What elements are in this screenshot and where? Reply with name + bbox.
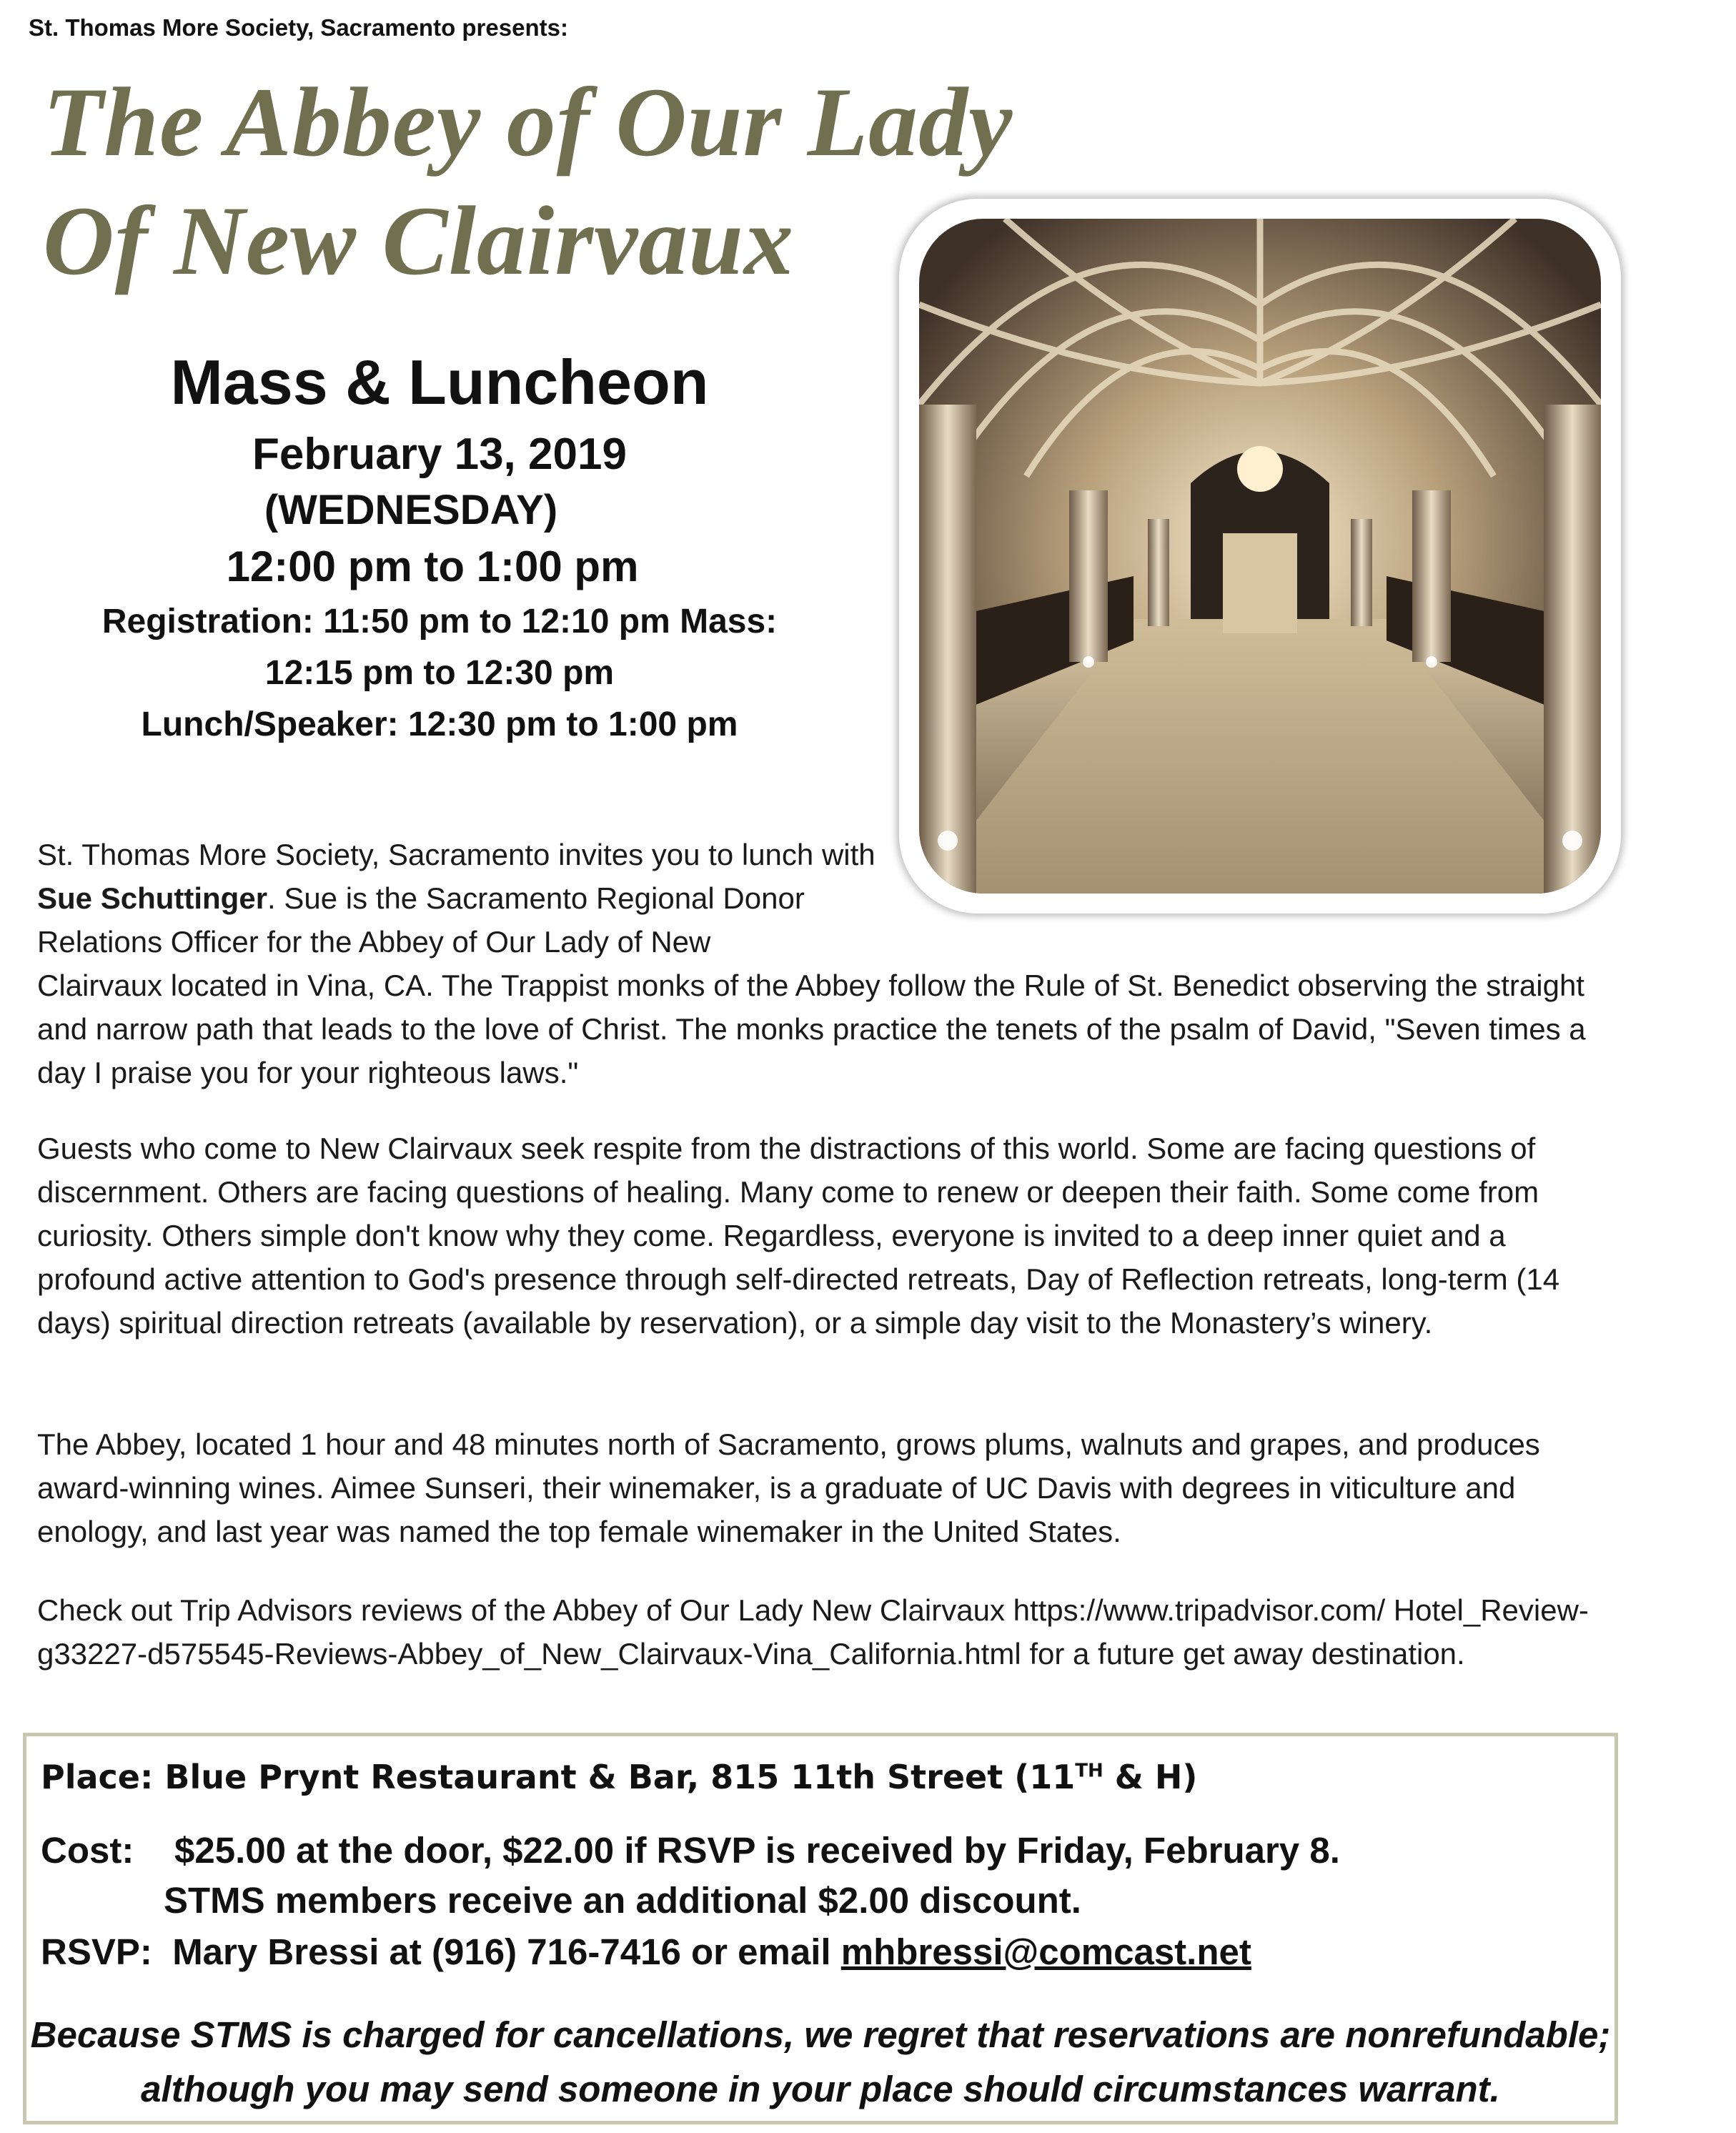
event-details (29, 343, 850, 751)
event-title: Mass & Luncheon (170, 347, 709, 417)
cost-line: Cost: $25.00 at the door, $22.00 if RSVP is received by Friday, February 8. (41, 1830, 1340, 1871)
schedule-line-2: 12:15 pm to 12:30 pm (264, 654, 615, 692)
member-discount-line: STMS members receive an additional $2.00 discount. (164, 1880, 1081, 1921)
place-superscript: TH (1075, 1760, 1103, 1782)
intro-text-a: St. Thomas More Society, Sacramento invites you to lunch with (37, 838, 876, 871)
title-line-1: The Abbey of Our Lady (43, 67, 1013, 177)
tripadvisor-text: Check out Trip Advisors reviews of the Abbey of Our Lady New Clairvaux https://www.tripadvisor.com/ Hotel_Review-g33227-d575545-Reviews-Abbey_of_New_Clairvaux-Vina_California.html for a future get away destination. (37, 1593, 1589, 1671)
cancellation-note (26, 2008, 1615, 2117)
cancellation-note-line-1: Because STMS is charged for cancellations, we regret that reservations are nonrefundable; (30, 2014, 1611, 2055)
event-info-box (23, 1733, 1618, 2124)
cancellation-note-line-2: although you may send someone in your place should circumstances warrant. (141, 2069, 1500, 2109)
abbey-photo (899, 199, 1621, 914)
intro-text (37, 833, 1602, 1094)
intro-text-b: . Sue is the Sacramento Regional Donor Relations Officer for the Abbey of Our Lady of New (37, 881, 805, 959)
tripadvisor-paragraph (37, 1588, 1602, 1676)
rsvp-label: RSVP: Mary Bressi at (916) 716-7416 or email (41, 1931, 841, 1972)
speaker-name: Sue Schuttinger (37, 881, 268, 915)
page-title (43, 63, 1013, 300)
event-time: 12:00 pm to 1:00 pm (226, 543, 639, 590)
intro-paragraph (37, 833, 1602, 1094)
event-date: February 13, 2019 (252, 430, 627, 479)
title-line-2: Of New Clairvaux (43, 186, 794, 295)
place-text-b: & H) (1103, 1758, 1198, 1796)
guests-text: Guests who come to New Clairvaux seek respite from the distractions of this world. Some are facing questions of discernment. Others are facing questions of healing. Many come to renew or deepen their faith. Some come from curiosity. Others simple don't know why they come. Regardless, everyone is invited to a deep inner quiet and a profound active attention to God's presence through self-directed retreats, Day of Reflection retreats, long-term (14 days) spiritual direction retreats (available by reservation), or a simple day visit to the Monastery’s winery. (37, 1132, 1560, 1340)
schedule-line-1: Registration: 11:50 pm to 12:10 pm Mass: (101, 603, 778, 640)
intro-text-c: Clairvaux located in Vina, CA. The Trappist monks of the Abbey follow the Rule of St. Benedict observing the straight and narrow path that leads to the love of Christ. The monks practice the tenets of the psalm of David, "Seven times a day I praise you for your righteous laws." (37, 969, 1586, 1089)
rsvp-line (41, 1931, 1251, 1973)
rsvp-email-link[interactable]: mhbressi@comcast.net (840, 1931, 1251, 1972)
schedule-line-3: Lunch/Speaker: 12:30 pm to 1:00 pm (141, 706, 738, 743)
abbey-paragraph (37, 1422, 1602, 1553)
place-line (41, 1758, 1197, 1796)
abbey-interior-image (919, 219, 1601, 894)
event-day: (WEDNESDAY) (264, 487, 558, 533)
abbey-text: The Abbey, located 1 hour and 48 minutes north of Sacramento, grows plums, walnuts and grapes, and produces award-winning wines. Aimee Sunseri, their winemaker, is a graduate of UC Davis with degrees in viticulture and enology, and last year was named the top female winemaker in the United States. (37, 1427, 1540, 1548)
place-text-a: Place: Blue Prynt Restaurant & Bar, 815 11th Street (11 (41, 1758, 1076, 1796)
guests-paragraph (37, 1127, 1602, 1345)
presenter-line: St. Thomas More Society, Sacramento presents: (29, 14, 568, 41)
